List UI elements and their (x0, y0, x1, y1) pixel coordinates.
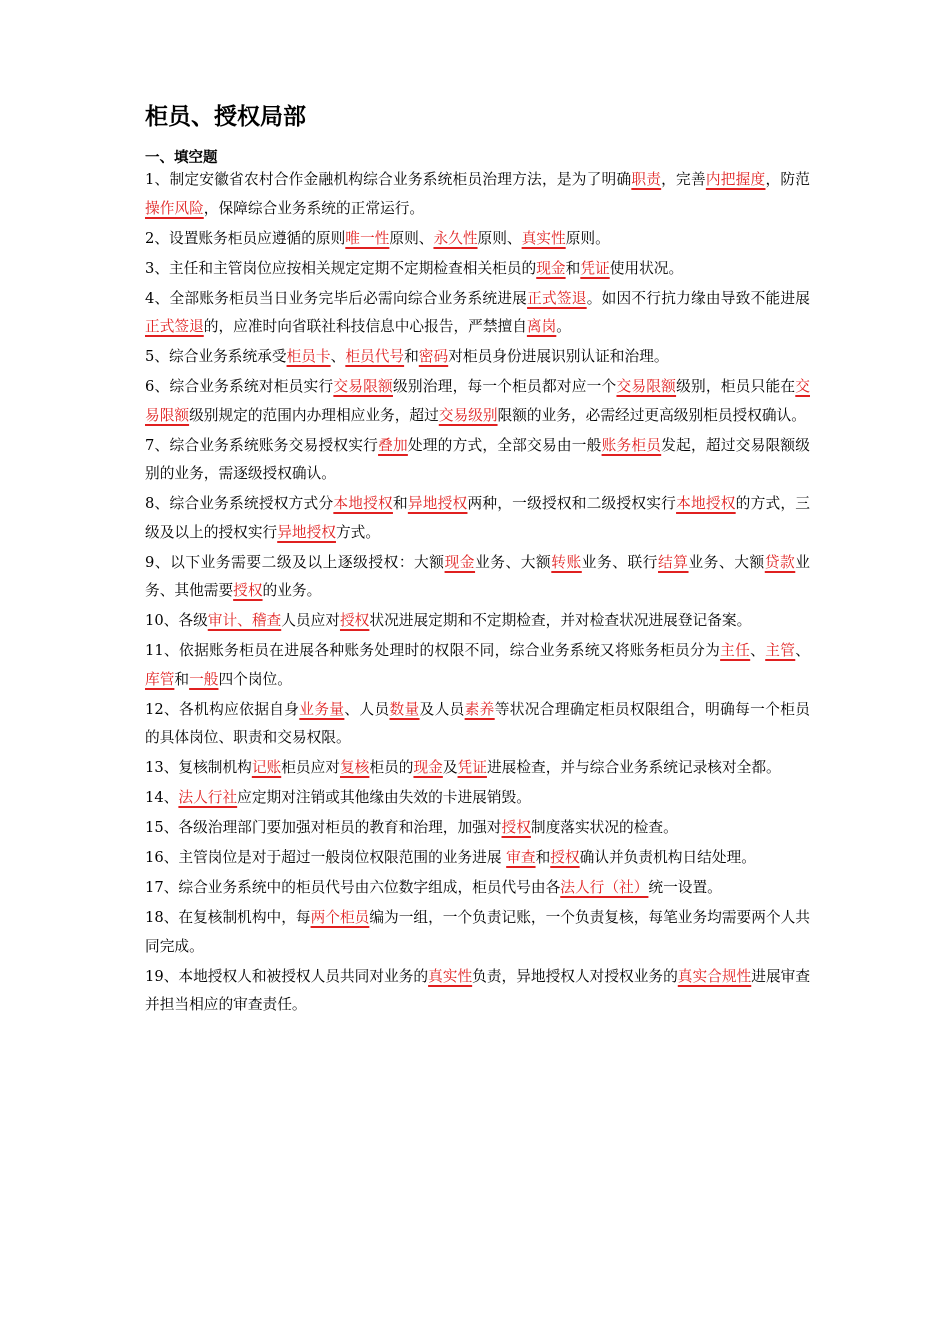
answer-blank: 授权 (233, 582, 263, 599)
answer-blank: 正式签退 (527, 289, 587, 307)
question-text: 及 (442, 759, 458, 776)
answer-blank: 现金 (444, 553, 476, 571)
question-text: 级别，柜员只能在 (676, 378, 796, 395)
question-text: 18、在复核制机构中，每 (145, 909, 311, 926)
question-text: 15、各级治理部门要加强对柜员的教育和治理，加强对 (145, 819, 502, 836)
question-text: 编为一组，一个负责记账，一个负责复核，每笔业务均需要两个人共同完成。 (145, 909, 810, 955)
question-text: 原则、 (477, 229, 522, 247)
answer-blank: 业务量 (299, 700, 345, 718)
question-item (145, 549, 810, 606)
question-text: 进展检查，并与综合业务系统记录核对全都。 (486, 759, 781, 776)
answer-blank: 主任 (720, 642, 751, 659)
answer-blank: 本地授权 (676, 495, 736, 512)
answer-blank: 异地授权 (407, 495, 468, 512)
answer-blank: 法人行（社） (560, 879, 649, 896)
question-item (145, 814, 810, 843)
answer-blank: 叠加 (378, 436, 408, 454)
answer-blank: 柜员代号 (345, 348, 405, 365)
answer-blank: 异地授权 (277, 523, 336, 541)
question-text: 柜员的 (369, 759, 414, 776)
question-text: 。如因不行抗力缘由导致不能进展 (586, 289, 810, 307)
question-text: 限额的业务，必需经过更高级别柜员授权确认。 (497, 406, 806, 424)
question-text: 、 (330, 348, 346, 365)
answer-blank: 唯一性 (345, 229, 390, 247)
answer-blank: 交易限额 (616, 378, 677, 395)
question-item (145, 696, 810, 753)
question-text: 19、本地授权人和被授权人员共同对业务的 (145, 967, 429, 985)
question-text: 13、复核制机构 (145, 759, 252, 776)
answer-blank: 内把握度 (705, 171, 766, 188)
answer-blank: 授权 (501, 819, 531, 836)
answer-blank: 真实合规性 (677, 967, 752, 985)
question-text: 对柜员身份进展识别认证和治理。 (448, 348, 669, 365)
question-text: 两种，一级授权和二级授权实行 (467, 495, 677, 512)
question-item (145, 637, 810, 694)
answer-blank: 主管 (765, 642, 796, 659)
question-text: 应定期对注销或其他缘由失效的卡进展销毁。 (237, 789, 531, 806)
question-text: 、 (750, 642, 766, 659)
question-text: 12、各机构应依据自身 (145, 700, 300, 718)
question-text: 、 (795, 642, 810, 659)
answer-blank: 库管 (145, 670, 175, 688)
answer-blank: 一般 (189, 670, 219, 688)
question-text: 16、主管岗位是对于超过一般岗位权限范围的业务进展 (145, 849, 507, 866)
answer-blank: 交易限额 (145, 378, 810, 424)
answer-blank: 正式签退 (145, 318, 204, 335)
question-text: 使用状况。 (609, 259, 684, 277)
question-item (145, 343, 810, 372)
question-text: 级别治理，每一个柜员都对应一个 (392, 378, 617, 395)
question-text: 和 (535, 849, 551, 866)
question-text: 的方式，三级及以上的授权实行 (145, 495, 810, 541)
question-text: 及人员 (419, 700, 465, 718)
question-text: 制度落实状况的检查。 (530, 819, 678, 836)
question-list (145, 166, 810, 1021)
answer-blank: 真实性 (428, 967, 473, 985)
question-text: 5、综合业务系统承受 (145, 348, 287, 365)
question-text: ，保障综合业务系统的正常运行。 (203, 199, 425, 217)
question-text: 14、 (145, 789, 179, 806)
question-text: 、人员 (344, 700, 390, 718)
answer-blank: 本地授权 (333, 495, 393, 512)
answer-blank: 账务柜员 (601, 436, 662, 454)
answer-blank: 交易级别 (438, 406, 498, 424)
question-text: 2、设置账务柜员应遵循的原则 (145, 229, 346, 247)
question-text: 11、依据账务柜员在进展各种账务处理时的权限不同，综合业务系统又将账务柜员分为 (145, 642, 721, 659)
question-item (145, 373, 810, 430)
question-text: 17、综合业务系统中的柜员代号由六位数字组成，柜员代号由各 (145, 879, 561, 896)
question-text: 处理的方式，全部交易由一般 (407, 436, 602, 454)
answer-blank: 法人行社 (178, 789, 238, 806)
answer-blank: 职责 (631, 171, 662, 188)
question-text: ，完善 (661, 171, 706, 188)
question-text: 4、全部账务柜员当日业务完毕后必需向综合业务系统进展 (145, 289, 528, 307)
answer-blank: 复核 (339, 759, 370, 776)
question-item (145, 784, 810, 813)
answer-blank: 交易限额 (333, 378, 393, 395)
question-item (145, 255, 810, 284)
answer-blank: 真实性 (521, 229, 566, 247)
question-text: 负责，异地授权人对授权业务的 (472, 967, 678, 985)
answer-blank: 素养 (464, 700, 495, 718)
question-item (145, 874, 810, 903)
question-text: 的，应准时向省联社科技信息中心报告，严禁擅自 (203, 318, 527, 335)
question-text: 状况进展定期和不定期检查，并对检查状况进展登记备案。 (369, 612, 752, 629)
section-heading: 一、填空题 (145, 150, 218, 166)
answer-blank: 永久性 (433, 229, 478, 247)
question-text: 3、主任和主管岗位应按相关规定定期不定期检查相关柜员的 (145, 259, 537, 277)
question-text: 10、各级 (145, 612, 208, 629)
answer-blank: 操作风险 (145, 199, 204, 217)
question-text: 1、制定安徽省农村合作金融机构综合业务系统柜员治理方法，是为了明确 (145, 171, 632, 188)
question-text: 和 (565, 259, 581, 277)
answer-blank: 凭证 (580, 259, 610, 277)
answer-blank: 授权 (339, 612, 370, 629)
question-text: 统一设置。 (648, 879, 722, 896)
question-text: 业务、大额 (475, 553, 552, 571)
question-item (145, 904, 810, 961)
answer-blank: 现金 (536, 259, 566, 277)
question-text: 业务、其他需要 (145, 553, 810, 599)
question-text: 级别规定的范围内办理相应业务，超过 (189, 406, 439, 424)
answer-blank: 凭证 (457, 759, 487, 776)
question-text: 方式。 (335, 523, 381, 541)
answer-blank: 柜员卡 (286, 348, 331, 365)
answer-blank: 审查 (506, 849, 536, 866)
question-text: 柜员应对 (281, 759, 340, 776)
question-text: 人员应对 (281, 612, 340, 629)
answer-blank: 结算 (658, 553, 689, 571)
answer-blank: 转账 (551, 553, 582, 571)
question-text: 四个岗位。 (218, 670, 292, 688)
answer-blank: 数量 (389, 700, 420, 718)
question-text: 6、综合业务系统对柜员实行 (145, 378, 334, 395)
answer-blank: 授权 (550, 849, 580, 866)
question-text: 和 (404, 348, 419, 365)
answer-blank: 贷款 (764, 553, 796, 571)
question-text: 业务、大额 (688, 553, 765, 571)
question-item (145, 490, 810, 547)
question-item (145, 225, 810, 254)
answer-blank: 记账 (251, 759, 282, 776)
answer-blank: 两个柜员 (310, 909, 370, 926)
question-text: 和 (174, 670, 190, 688)
question-text: 和 (392, 495, 408, 512)
question-text: 等状况合理确定柜员权限组合，明确每一个柜员的具体岗位、职责和交易权限。 (145, 700, 810, 746)
question-item (145, 963, 810, 1020)
question-item (145, 607, 810, 636)
question-item (145, 166, 810, 223)
question-text: 进展审查并担当相应的审查责任。 (145, 967, 811, 1013)
question-text: 业务、联行 (581, 553, 659, 571)
question-item (145, 432, 810, 489)
question-item (145, 754, 810, 783)
page-title: 柜员、授权局部 (145, 104, 306, 130)
answer-blank: 现金 (413, 759, 443, 776)
question-text: 8、综合业务系统授权方式分 (145, 495, 334, 512)
question-text: 原则。 (565, 229, 610, 247)
question-text: 9、以下业务需要二级及以上逐级授权：大额 (145, 553, 445, 571)
answer-blank: 离岗 (526, 318, 557, 335)
answer-blank: 密码 (418, 348, 449, 365)
question-text: 。 (556, 318, 571, 335)
question-text: 的业务。 (262, 582, 322, 599)
answer-blank: 审计、稽查 (207, 612, 282, 629)
question-item (145, 285, 810, 342)
question-text: ，防范 (765, 171, 810, 188)
question-text: 原则、 (389, 229, 434, 247)
question-text: 确认并负责机构日结处理。 (579, 849, 756, 866)
question-text: 发起，超过交易限额级别的业务，需逐级授权确认。 (145, 436, 810, 482)
question-text: 7、综合业务系统账务交易授权实行 (145, 436, 379, 454)
question-item (145, 844, 810, 873)
